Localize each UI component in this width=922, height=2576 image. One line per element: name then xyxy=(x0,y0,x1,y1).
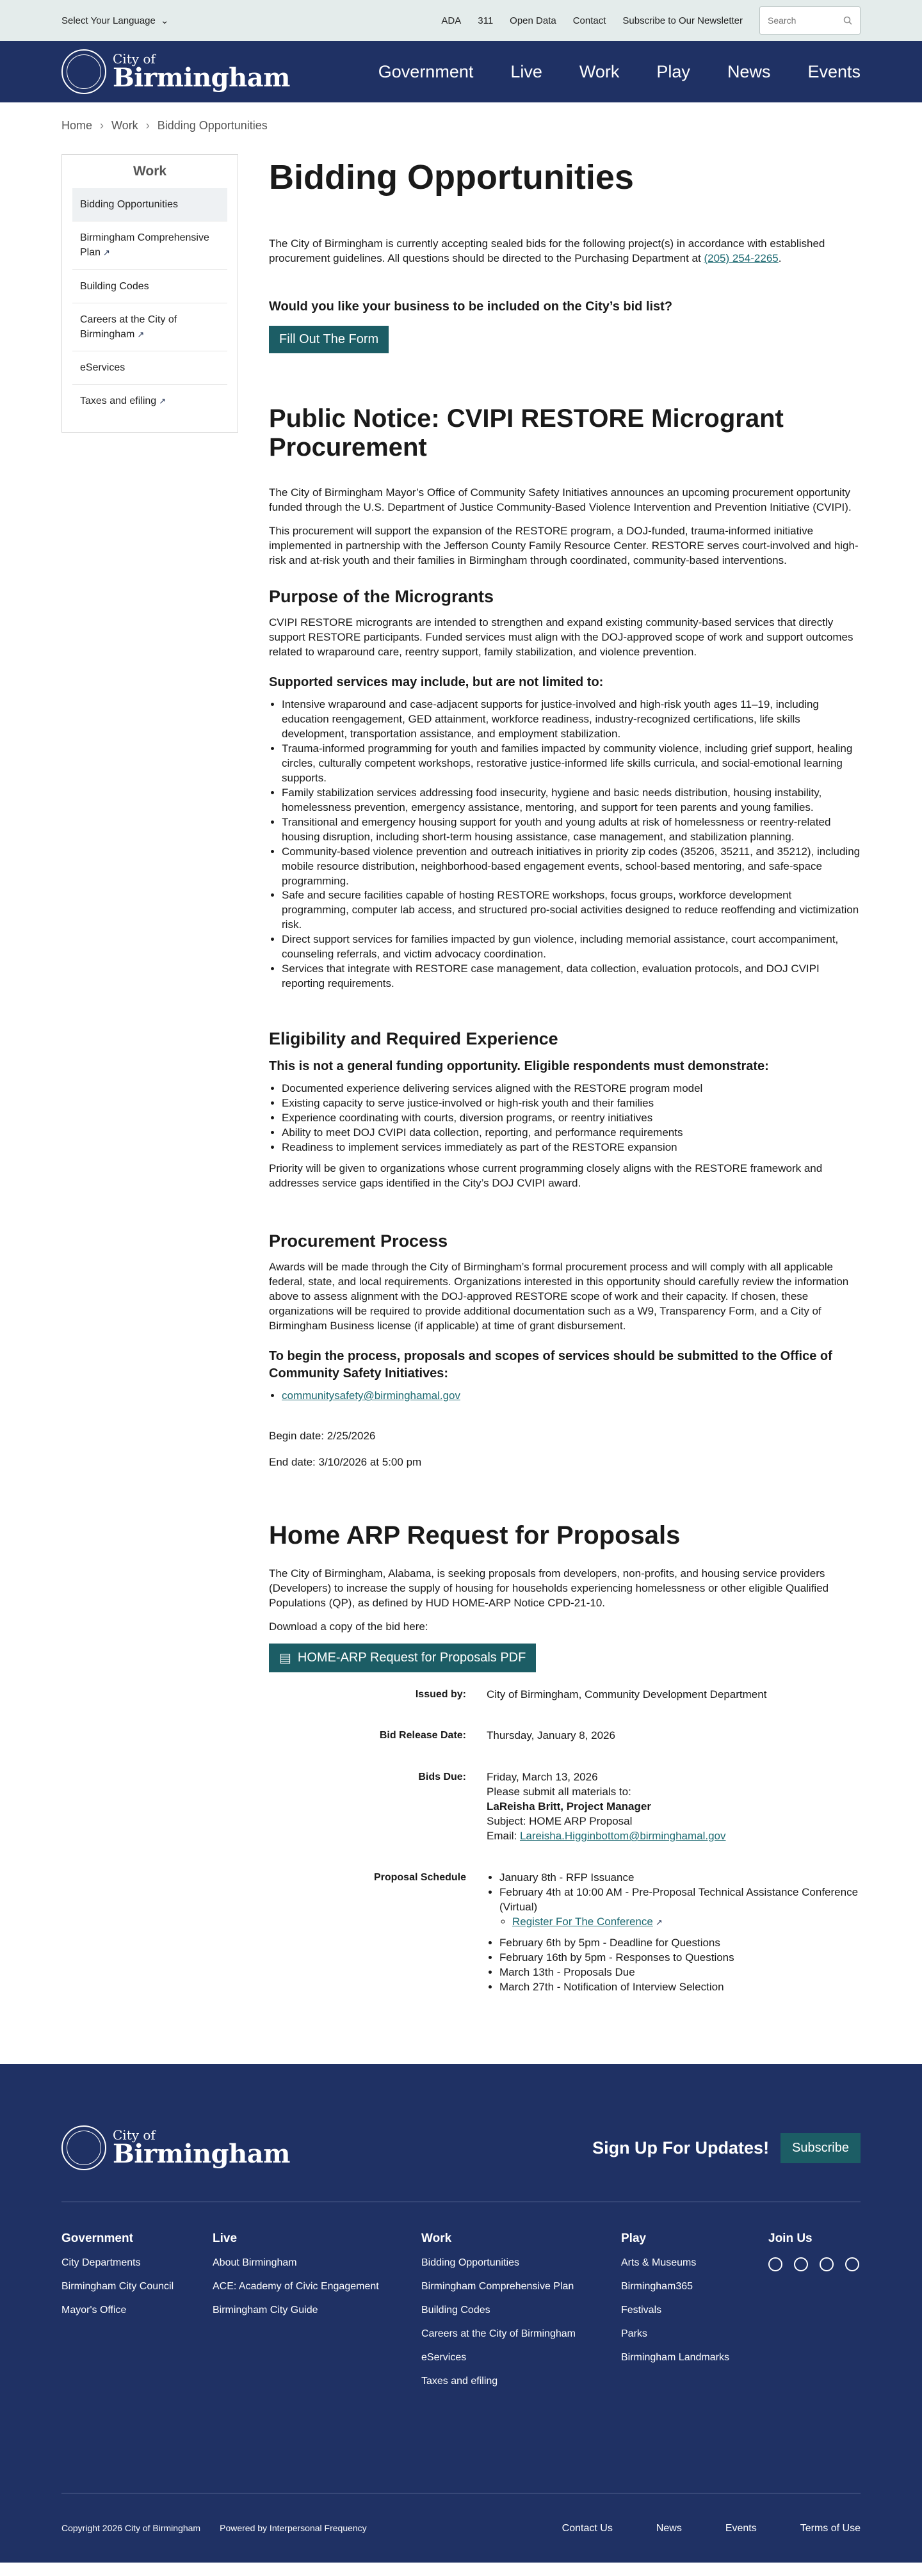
footer-link[interactable]: Birmingham Landmarks xyxy=(621,2351,729,2363)
list-item: • Readiness to implement services immediately as part of the RESTORE expansion xyxy=(282,1140,861,1155)
intro-text: The City of Birmingham is currently accepting sealed bids for the following project(s) in accordance with established procurement guidelines. All questions should be directed to the Purchasing Department at (205) 254-2265. xyxy=(269,237,825,264)
list-item: • February 4th at 10:00 AM - Pre-Proposal Technical Assistance Conference (Virtual) ◦ Register For The Conference ↗ xyxy=(499,1885,861,1930)
fill-out-form-button[interactable]: Fill Out The Form xyxy=(269,326,389,353)
footer-link[interactable]: Birmingham City Guide xyxy=(213,2304,318,2316)
main-nav xyxy=(378,62,861,82)
city-logo[interactable] xyxy=(61,49,290,94)
util-link-newsletter[interactable]: Subscribe to Our Newsletter xyxy=(622,15,743,26)
nav-work[interactable]: Work xyxy=(579,61,620,81)
eligibility-subheading: This is not a general funding opportunity. Eligible respondents must demonstrate: xyxy=(269,1059,769,1074)
nav-live[interactable]: Live xyxy=(510,61,542,81)
sidebar-item-label: Birmingham Comprehensive Plan xyxy=(80,232,209,259)
document-icon: ▤ xyxy=(279,1651,291,1665)
procurement-text: Awards will be made through the City of Birmingham’s formal procurement process and will comply with all applicable federal, state, and local requirements. Organizations interested in this opportunity should carefully review the information above to assess alignment with the DOJ-approved RESTORE scope of work and their capacity. If chosen, these organizations will be required to provide additional documentation such as a W9, Transparency Form, and a City of Birmingham Business license (if applicable) at time of grant disbursement. xyxy=(269,1261,849,1332)
instagram-icon[interactable] xyxy=(845,2257,859,2271)
footer-link[interactable]: Birmingham City Council xyxy=(61,2280,174,2292)
services-list xyxy=(269,698,861,991)
footer-link[interactable]: eServices xyxy=(421,2351,467,2363)
footer-link[interactable]: Arts & Museums xyxy=(621,2257,697,2268)
list-item: • Services that integrate with RESTORE case management, data collection, evaluation protocols, and DOJ CVIPI reporting requirements. xyxy=(282,962,861,991)
footer-contact-link[interactable]: Contact Us xyxy=(562,2522,613,2534)
external-link-icon: ↗ xyxy=(103,248,110,258)
language-select[interactable] xyxy=(61,15,168,26)
logo-line-2: Birmingham xyxy=(113,2139,290,2170)
sidebar-item-label: Bidding Opportunities xyxy=(80,199,178,210)
footer-link[interactable]: Building Codes xyxy=(421,2304,490,2316)
nav-events[interactable]: Events xyxy=(807,61,861,81)
footer-col-live xyxy=(213,2232,421,2399)
services-heading: Supported services may include, but are not limited to: xyxy=(269,675,604,690)
sidebar-item-taxes[interactable] xyxy=(72,385,227,417)
footer-link[interactable]: Birmingham Comprehensive Plan xyxy=(421,2280,574,2292)
footer-link[interactable]: Careers at the City of Birmingham xyxy=(421,2328,576,2339)
nav-government[interactable]: Government xyxy=(378,61,474,81)
release-value: Thursday, January 8, 2026 xyxy=(487,1729,615,1742)
youtube-icon[interactable] xyxy=(768,2257,782,2271)
register-conference-link[interactable]: Register For The Conference xyxy=(512,1915,653,1928)
chevron-right-icon: › xyxy=(100,119,104,132)
list-item: • Existing capacity to serve justice-involved or high-risk youth and their families xyxy=(282,1096,861,1111)
footer-col-join xyxy=(768,2232,859,2399)
list-item: • February 16th by 5pm - Responses to Questions xyxy=(499,1951,861,1965)
footer-link[interactable]: About Birmingham xyxy=(213,2257,297,2268)
arp-pdf-button-label: HOME-ARP Request for Proposals PDF xyxy=(297,1650,526,1665)
footer-col-title: Government xyxy=(61,2231,133,2245)
city-seal-icon xyxy=(61,49,106,94)
nav-play[interactable]: Play xyxy=(656,61,690,81)
arp-pdf-button[interactable] xyxy=(269,1644,536,1672)
sidebar-item-careers[interactable] xyxy=(72,303,227,351)
sidebar-item-label: eServices xyxy=(80,362,125,374)
due-label: Bids Due: xyxy=(418,1772,466,1783)
subscribe-button[interactable]: Subscribe xyxy=(780,2133,861,2163)
list-item: • February 6th by 5pm - Deadline for Questions xyxy=(499,1936,861,1951)
external-link-icon: ↗ xyxy=(159,396,166,406)
eligibility-heading: Eligibility and Required Experience xyxy=(269,1029,558,1049)
list-item xyxy=(512,1915,861,1930)
breadcrumb xyxy=(0,102,922,132)
schedule-label: Proposal Schedule xyxy=(373,1872,466,1884)
sidebar-title: Work xyxy=(133,164,167,179)
breadcrumb-home[interactable]: Home xyxy=(61,119,93,132)
due-submit: Please submit all materials to: xyxy=(487,1786,631,1798)
util-link-contact[interactable]: Contact xyxy=(572,15,606,26)
search-box xyxy=(759,6,861,35)
list-item: • Documented experience delivering services aligned with the RESTORE program model xyxy=(282,1082,861,1096)
issued-label: Issued by: xyxy=(415,1688,466,1700)
sidebar xyxy=(61,154,238,433)
footer-col-work xyxy=(421,2232,621,2399)
list-item xyxy=(282,1389,861,1404)
footer-link[interactable]: Birmingham365 xyxy=(621,2280,693,2292)
external-link-icon: ↗ xyxy=(137,329,145,339)
list-item: • Transitional and emergency housing support for youth and young adults at risk of homelessness or reentry-related housing disruption, including short-term housing assistance, case management, and stabilization planning. xyxy=(282,815,861,845)
arp-text: The City of Birmingham, Alabama, is seeking proposals from developers, non-profits, and housing service providers (Developers) to increase the supply of housing for households experiencing homelessness or other eligible Qualified Populations (QP), as defined by HUD HOME-ARP Notice CPD-21-10. xyxy=(269,1567,829,1609)
language-label: Select Your Language xyxy=(61,15,156,26)
search-input[interactable] xyxy=(768,15,838,26)
list-item: • Safe and secure facilities capable of hosting RESTORE workshops, focus groups, workforce development programming, computer lab access, and structured pro-social activities designed to reduce reoffending and victimization risk. xyxy=(282,888,861,932)
purpose-text: CVIPI RESTORE microgrants are intended to strengthen and expand existing community-based services that directly support RESTORE participants. Funded services must align with the DOJ-approved scope of work and support outcomes related to wraparound care, reentry support, family stabilization, and violence prevention. xyxy=(269,616,853,659)
bid-list-question: Would you like your business to be included on the City’s bid list? xyxy=(269,299,673,314)
footer-col-title: Play xyxy=(621,2231,647,2245)
footer-link[interactable]: Taxes and efiling xyxy=(421,2375,498,2387)
due-subject: Subject: HOME ARP Proposal xyxy=(487,1815,633,1828)
footer-bottom xyxy=(61,2493,861,2534)
list-item: • Ability to meet DOJ CVIPI data collection, reporting, and performance requirements xyxy=(282,1126,861,1140)
util-link-open-data[interactable]: Open Data xyxy=(510,15,556,26)
cvipi-paragraph-1: The City of Birmingham Mayor’s Office of Community Safety Initiatives announces an upcoming procurement opportunity funded through the U.S. Department of Justice Community-Based Violence Intervention and Prevention Initiative (CVIPI). xyxy=(269,486,852,514)
begin-date: Begin date: 2/25/2026 xyxy=(269,1430,376,1443)
page-title: Bidding Opportunities xyxy=(269,158,634,196)
powered-by-link[interactable]: Powered by Interpersonal Frequency xyxy=(220,2522,367,2533)
list-item: • Intensive wraparound and case-adjacent supports for justice-involved and high-risk youth ages 11–19, including education reengagement, GED attainment, workforce readiness, industry-recognized certifications, life skills development, transportation assistance, and employment stabilization. xyxy=(282,698,861,742)
footer-col-title: Work xyxy=(421,2231,452,2245)
copyright: Copyright 2026 City of Birmingham xyxy=(61,2522,201,2533)
list-item: • Experience coordinating with courts, diversion programs, or reentry initiatives xyxy=(282,1111,861,1126)
chevron-down-icon: ⌄ xyxy=(160,15,169,26)
cvipi-title: Public Notice: CVIPI RESTORE Microgrant Procurement xyxy=(269,404,784,461)
logo-line-1: City of xyxy=(113,51,156,67)
city-seal-icon xyxy=(61,2125,106,2170)
list-item: • March 13th - Proposals Due xyxy=(499,1965,861,1980)
due-email-line: Email: Lareisha.Higginbottom@birminghamal.gov xyxy=(487,1830,726,1843)
sidebar-item-building-codes[interactable] xyxy=(72,270,227,303)
due-contact-name: LaReisha Britt, Project Manager xyxy=(487,1800,651,1813)
footer-link[interactable]: Festivals xyxy=(621,2304,662,2316)
external-link-icon: ↗ xyxy=(655,1917,663,1927)
footer-logo[interactable] xyxy=(61,2125,290,2170)
end-date: End date: 3/10/2026 at 5:00 pm xyxy=(269,1456,422,1469)
footer-col-title: Live xyxy=(213,2231,238,2245)
community-safety-email-link[interactable]: communitysafety@birminghamal.gov xyxy=(282,1389,460,1402)
eligibility-list xyxy=(269,1082,861,1155)
site-footer xyxy=(0,2064,922,2563)
footer-link[interactable]: Parks xyxy=(621,2328,647,2339)
list-item: • January 8th - RFP Issuance xyxy=(499,1871,861,1885)
chevron-right-icon: › xyxy=(145,119,150,132)
due-date: Friday, March 13, 2026 xyxy=(487,1771,598,1784)
priority-text: Priority will be given to organizations whose current programming closely aligns with the RESTORE framework and addresses service gaps identified in the City’s DOJ CVIPI award. xyxy=(269,1162,823,1190)
submission-heading: To begin the process, proposals and scopes of services should be submitted to the Office of Community Safety Initiatives: xyxy=(269,1349,832,1381)
list-item: • Direct support services for families impacted by gun violence, including memorial assistance, court accompaniment, counseling referrals, and victim advocacy coordination. xyxy=(282,932,861,962)
list-item: • Community-based violence prevention and outreach initiatives in priority zip codes (35206, 35211, and 35212), including mobile resource distribution, neighborhood-based engagement events, school-based mentoring, and safe-space programming. xyxy=(282,845,861,889)
breadcrumb-current: Bidding Opportunities xyxy=(157,119,268,132)
footer-events-link[interactable]: Events xyxy=(725,2522,757,2534)
procurement-heading: Procurement Process xyxy=(269,1231,448,1251)
sidebar-item-bidding[interactable] xyxy=(72,188,227,221)
sidebar-item-label: Careers at the City of Birmingham xyxy=(80,314,177,340)
purpose-heading: Purpose of the Microgrants xyxy=(269,587,494,607)
bid-info-table xyxy=(269,1688,861,2001)
signup-block xyxy=(592,2133,861,2163)
main-header xyxy=(0,41,922,102)
util-link-311[interactable]: 311 xyxy=(478,15,494,26)
footer-link[interactable]: Bidding Opportunities xyxy=(421,2257,519,2268)
footer-terms-link[interactable]: Terms of Use xyxy=(800,2522,861,2534)
sidebar-item-comprehensive-plan[interactable] xyxy=(72,221,227,269)
footer-link[interactable]: ACE: Academy of Civic Engagement xyxy=(213,2280,379,2292)
utility-bar xyxy=(0,0,922,41)
footer-link[interactable]: Mayor's Office xyxy=(61,2304,127,2316)
download-text: Download a copy of the bid here: xyxy=(269,1620,428,1633)
issued-value: City of Birmingham, Community Development Department xyxy=(487,1688,767,1700)
footer-col-play xyxy=(621,2232,768,2399)
list-item: • Trauma-informed programming for youth and families impacted by community violence, including grief support, healing circles, culturally competent workshops, restorative justice-informed life skills curricula, and social-emotional learning supports. xyxy=(282,742,861,786)
release-label: Bid Release Date: xyxy=(379,1730,466,1741)
footer-columns xyxy=(61,2202,861,2399)
due-value xyxy=(487,1770,861,1844)
footer-col-government xyxy=(61,2232,213,2399)
search-icon[interactable] xyxy=(843,16,852,25)
due-email-link[interactable]: Lareisha.Higginbottom@birminghamal.gov xyxy=(519,1830,726,1843)
main-content xyxy=(269,154,861,2001)
cvipi-paragraph-2: This procurement will support the expansion of the RESTORE program, a DOJ-funded, trauma-informed initiative implemented in partnership with the Jefferson County Family Resource Center. RESTORE serves court-involved and high-risk and at-risk youth and their families in Birmingham through coordinated, community-based interventions. xyxy=(269,525,859,567)
schedule-value xyxy=(487,1871,861,2001)
footer-link[interactable]: City Departments xyxy=(61,2257,141,2268)
list-item: • Family stabilization services addressing food insecurity, hygiene and basic needs distribution, housing instability, homelessness prevention, emergency assistance, mentoring, and support for teen parents and young families. xyxy=(282,786,861,815)
nav-news[interactable]: News xyxy=(727,61,771,81)
list-item: • March 27th - Notification of Interview Selection xyxy=(499,1980,861,1995)
facebook-icon[interactable] xyxy=(794,2257,808,2271)
logo-line-2: Birmingham xyxy=(113,63,290,93)
logo-line-1: City of xyxy=(113,2127,156,2143)
sidebar-item-eservices[interactable] xyxy=(72,351,227,385)
arp-title: Home ARP Request for Proposals xyxy=(269,1521,681,1549)
util-link-ada[interactable]: ADA xyxy=(441,15,462,26)
breadcrumb-work[interactable]: Work xyxy=(111,119,138,132)
x-twitter-icon[interactable] xyxy=(820,2257,834,2271)
footer-col-title: Join Us xyxy=(768,2231,813,2245)
signup-text: Sign Up For Updates! xyxy=(592,2138,770,2157)
footer-news-link[interactable]: News xyxy=(656,2522,682,2534)
sidebar-item-label: Building Codes xyxy=(80,280,149,292)
submission-list xyxy=(269,1389,861,1404)
phone-link[interactable]: (205) 254-2265 xyxy=(704,252,779,264)
sidebar-item-label: Taxes and efiling xyxy=(80,396,157,407)
